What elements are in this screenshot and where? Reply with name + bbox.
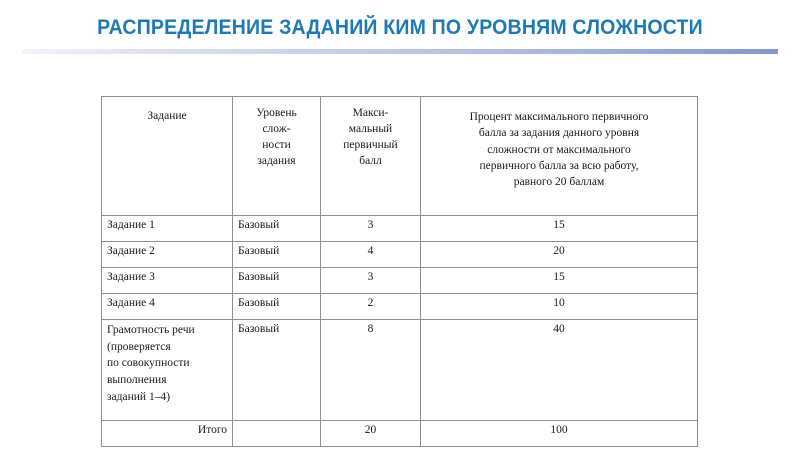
cell-task: Задание 4: [102, 294, 233, 320]
cell-task-line-4: выполнения: [107, 374, 167, 387]
cell-max-score: 3: [321, 216, 421, 242]
title-divider: [22, 49, 778, 54]
cell-task-line-2: (проверяется: [107, 340, 171, 353]
cell-percent: 15: [421, 216, 698, 242]
cell-percent: 10: [421, 294, 698, 320]
column-header-max-score: [321, 97, 421, 216]
cell-level: Базовый: [233, 242, 321, 268]
page-title: РАСПРЕДЕЛЕНИЕ ЗАДАНИЙ КИМ ПО УРОВНЯМ СЛОЖНОСТИ: [97, 16, 703, 39]
cell-max-score: 2: [321, 294, 421, 320]
column-header-max-score-line-2: мальный: [348, 122, 393, 135]
column-header-percent: [421, 97, 698, 216]
cell-task: Задание 1: [102, 216, 233, 242]
cell-task: [102, 320, 233, 421]
slide-header: [0, 0, 800, 62]
column-header-level-line-3: ности: [262, 138, 291, 151]
column-header-level-line-1: Уровень: [256, 107, 297, 119]
table-row: [102, 242, 698, 268]
column-header-percent-line-2: балла за задания данного уровня: [478, 127, 640, 140]
cell-total-label: Итого: [102, 421, 233, 447]
cell-max-score: 3: [321, 268, 421, 294]
cell-task-line-3: по совокупности: [107, 357, 190, 370]
difficulty-distribution-table-wrapper: [101, 96, 697, 447]
column-header-level: [233, 97, 321, 216]
cell-level: Базовый: [233, 294, 321, 320]
table-total-row: [102, 421, 698, 447]
cell-percent: 20: [421, 242, 698, 268]
column-header-task: Задание: [102, 97, 233, 216]
table-row: [102, 216, 698, 242]
difficulty-distribution-table: [101, 96, 698, 447]
table-row: [102, 294, 698, 320]
cell-total-percent: 100: [421, 421, 698, 447]
column-header-max-score-line-1: Макси-: [352, 107, 389, 119]
table-row: [102, 268, 698, 294]
cell-task: Задание 2: [102, 242, 233, 268]
column-header-level-line-2: слож-: [262, 122, 291, 135]
table-header-row: [102, 97, 698, 216]
cell-level: Базовый: [233, 320, 321, 421]
cell-percent: 15: [421, 268, 698, 294]
column-header-max-score-line-3: первичный: [343, 138, 398, 151]
column-header-max-score-line-4: балл: [359, 154, 382, 167]
cell-max-score: 4: [321, 242, 421, 268]
cell-level: Базовый: [233, 268, 321, 294]
cell-total-max-score: 20: [321, 421, 421, 447]
column-header-percent-line-1: Процент максимального первичного: [469, 111, 649, 123]
column-header-percent-line-3: сложности от максимального: [487, 143, 631, 156]
column-header-percent-line-5: равного 20 баллам: [513, 176, 605, 189]
cell-percent: 40: [421, 320, 698, 421]
cell-task: Задание 3: [102, 268, 233, 294]
column-header-percent-line-4: первичного балла за всю работу,: [479, 159, 639, 172]
cell-level: Базовый: [233, 216, 321, 242]
cell-max-score: 8: [321, 320, 421, 421]
table-row: [102, 320, 698, 421]
cell-task-line-5: заданий 1–4): [107, 390, 171, 403]
column-header-level-line-4: задания: [257, 154, 296, 167]
cell-task-line-1: Грамотность речи: [107, 324, 195, 336]
cell-total-level: [233, 421, 321, 447]
